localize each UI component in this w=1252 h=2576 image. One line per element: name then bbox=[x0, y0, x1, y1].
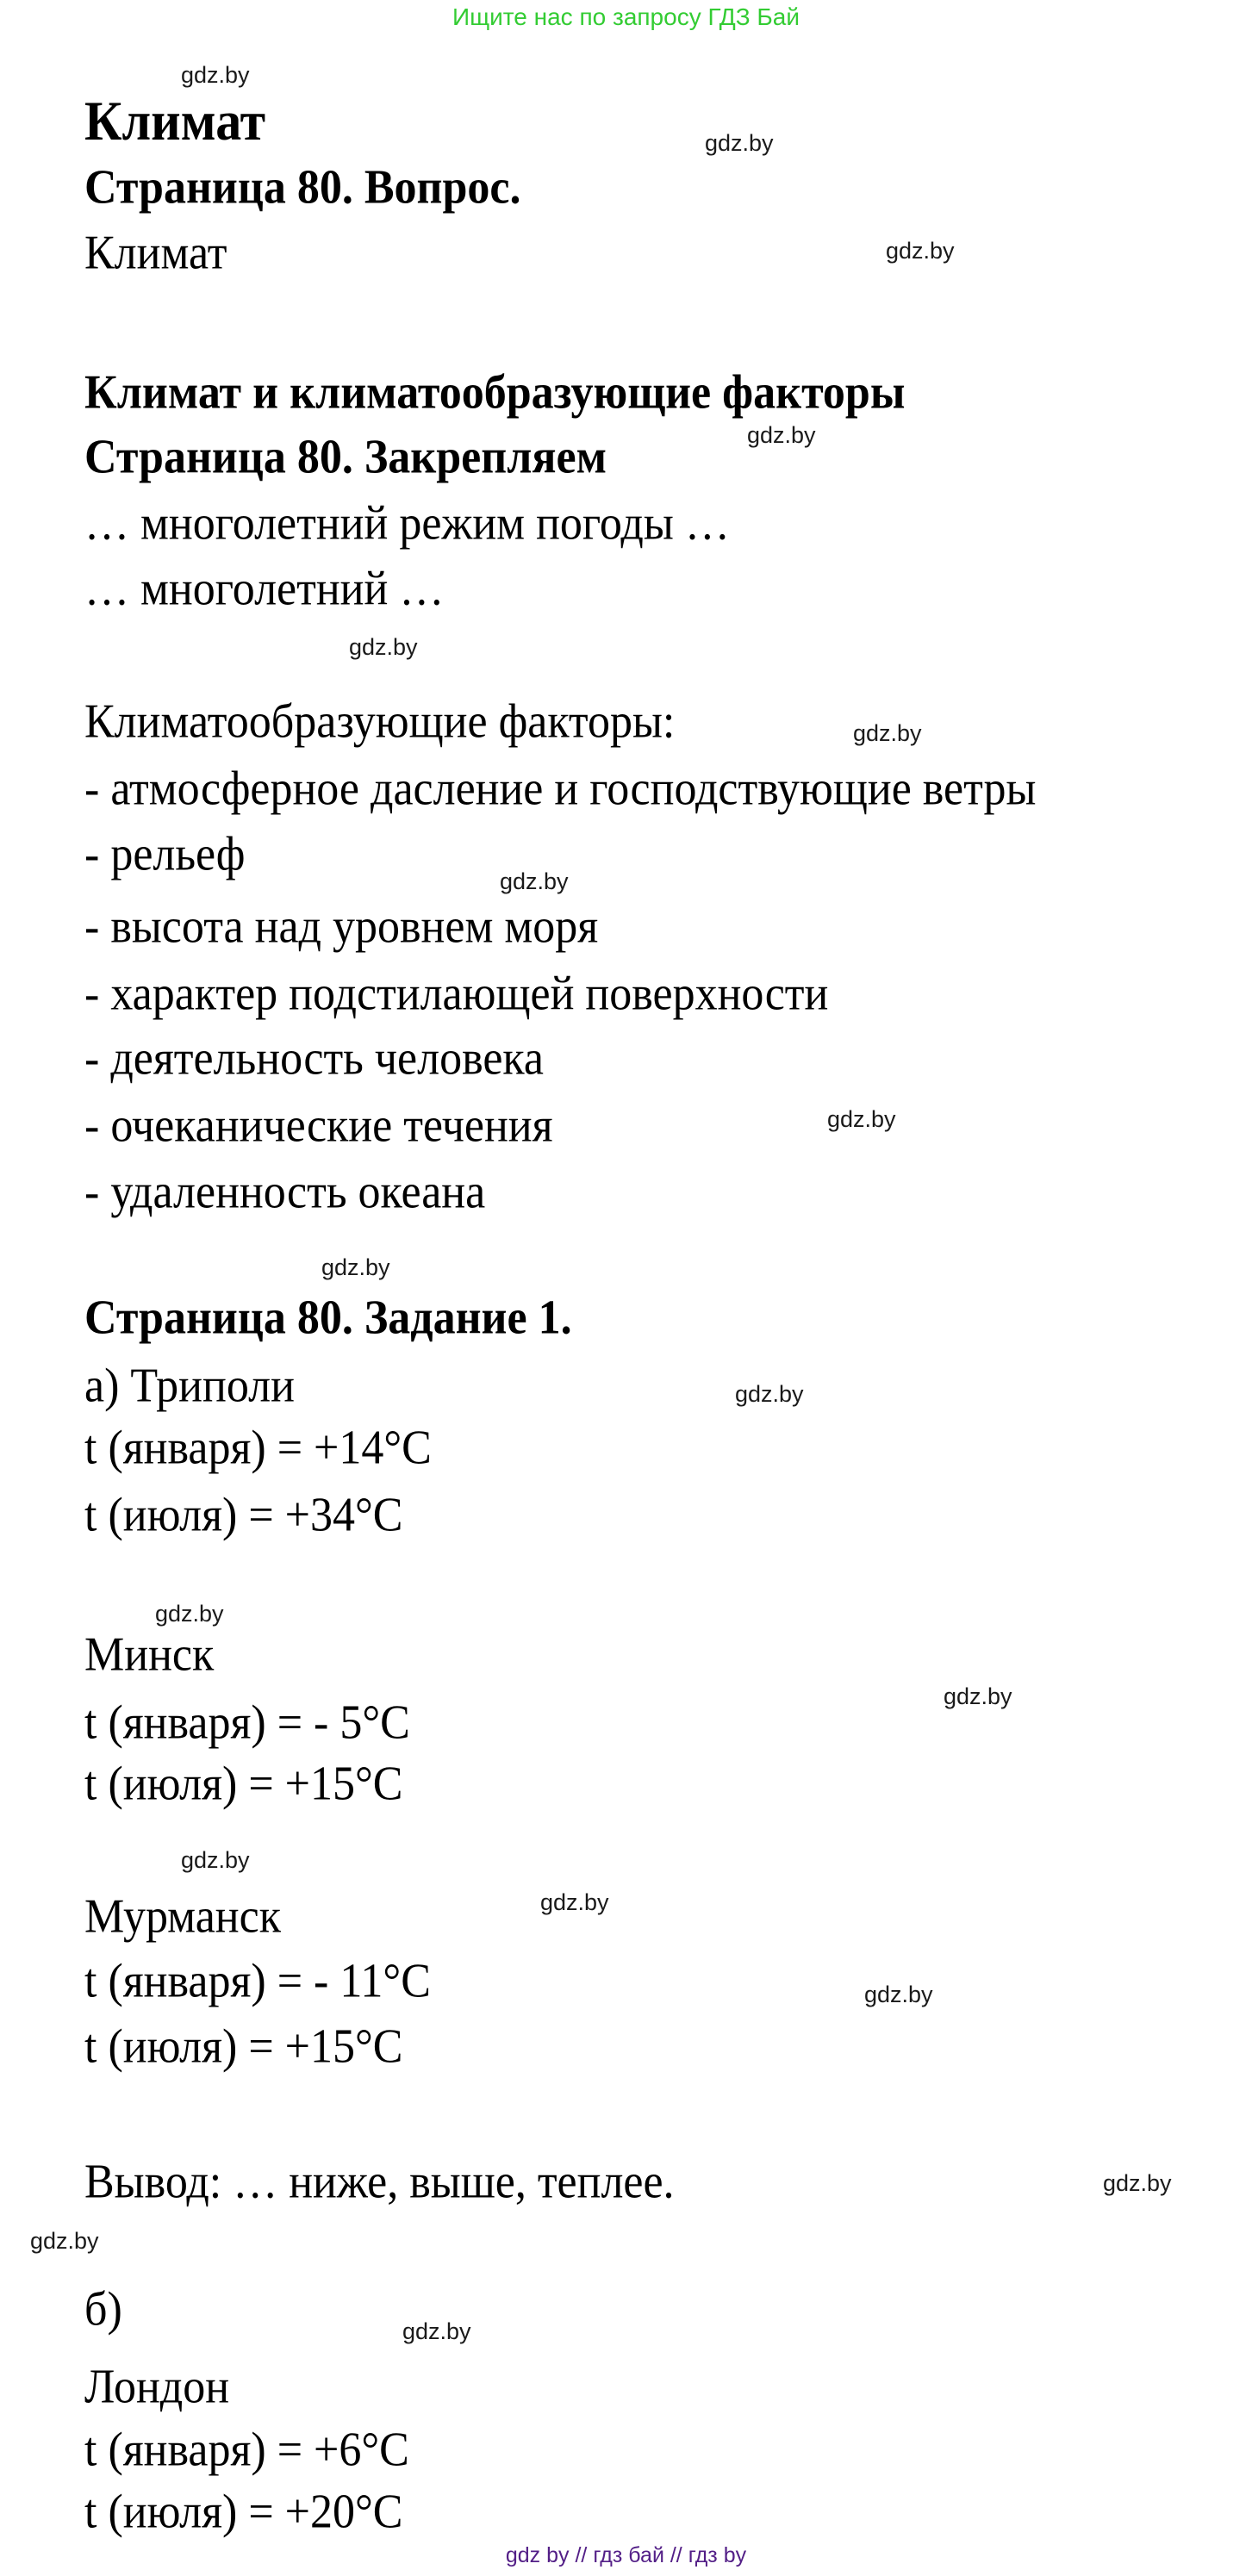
gdz-watermark: gdz.by bbox=[1103, 2170, 1172, 2196]
factor-item: - рельеф bbox=[84, 827, 246, 881]
gdz-watermark: gdz.by bbox=[853, 720, 922, 746]
murmansk-july-temp: t (июля) = +15°С bbox=[84, 2019, 403, 2074]
murmansk-january-temp: t (января) = - 11°С bbox=[84, 1954, 431, 2008]
gdz-watermark: gdz.by bbox=[705, 130, 774, 156]
gdz-watermark: gdz.by bbox=[500, 868, 569, 894]
gdz-watermark: gdz.by bbox=[321, 1254, 390, 1280]
factor-item: - характер подстилающей поверхности bbox=[84, 967, 829, 1021]
london-label: Лондон bbox=[84, 2360, 230, 2414]
reinforce-line: … многолетний … bbox=[84, 562, 445, 616]
promo-banner: Ищите нас по запросу ГДЗ Бай bbox=[452, 3, 800, 30]
item-b-label: б) bbox=[84, 2282, 122, 2336]
minsk-january-temp: t (января) = - 5°С bbox=[84, 1696, 410, 1750]
page-title: Климат bbox=[84, 90, 266, 152]
gdz-watermark: gdz.by bbox=[864, 1982, 933, 2007]
factor-item: - очеканические течения bbox=[84, 1098, 553, 1153]
task1-heading: Страница 80. Задание 1. bbox=[84, 1291, 572, 1345]
question-answer: Климат bbox=[84, 226, 227, 280]
factor-item: - удаленность океана bbox=[84, 1165, 486, 1219]
site-footer-banner: gdz by // гдз бай // гдз by bbox=[505, 2543, 747, 2567]
london-july-temp: t (июля) = +20°С bbox=[84, 2485, 403, 2539]
tripoli-january-temp: t (января) = +14°С bbox=[84, 1421, 432, 1475]
gdz-watermark: gdz.by bbox=[944, 1683, 1012, 1709]
gdz-watermark: gdz.by bbox=[747, 422, 816, 448]
conclusion-line: Вывод: … ниже, выше, теплее. bbox=[84, 2155, 675, 2209]
gdz-watermark: gdz.by bbox=[402, 2318, 471, 2344]
reinforce-line: … многолетний режим погоды … bbox=[84, 496, 730, 551]
factor-item: - атмосферное дасление и господствующие ветры bbox=[84, 762, 1037, 816]
london-january-temp: t (января) = +6°С bbox=[84, 2423, 409, 2477]
minsk-july-temp: t (июля) = +15°С bbox=[84, 1757, 403, 1811]
gdz-watermark: gdz.by bbox=[181, 62, 250, 88]
gdz-watermark: gdz.by bbox=[181, 1847, 250, 1873]
gdz-watermark: gdz.by bbox=[735, 1381, 804, 1407]
gdz-watermark: gdz.by bbox=[886, 238, 955, 264]
topic-title: Климат и климатообразующие факторы bbox=[84, 365, 906, 420]
item-a-label: а) Триполи bbox=[84, 1359, 295, 1413]
gdz-watermark: gdz.by bbox=[827, 1106, 896, 1132]
gdz-watermark: gdz.by bbox=[30, 2228, 99, 2254]
factor-item: - деятельность человека bbox=[84, 1031, 544, 1086]
tripoli-july-temp: t (июля) = +34°С bbox=[84, 1488, 403, 1542]
question-heading: Страница 80. Вопрос. bbox=[84, 160, 521, 215]
gdz-watermark: gdz.by bbox=[155, 1601, 224, 1627]
reinforce-heading: Страница 80. Закрепляем bbox=[84, 430, 607, 484]
murmansk-label: Мурманск bbox=[84, 1889, 281, 1944]
factors-heading: Климатообразующие факторы: bbox=[84, 694, 676, 749]
factor-item: - высота над уровнем моря bbox=[84, 899, 599, 954]
gdz-watermark: gdz.by bbox=[540, 1889, 609, 1915]
minsk-label: Минск bbox=[84, 1627, 215, 1682]
gdz-watermark: gdz.by bbox=[349, 634, 418, 660]
